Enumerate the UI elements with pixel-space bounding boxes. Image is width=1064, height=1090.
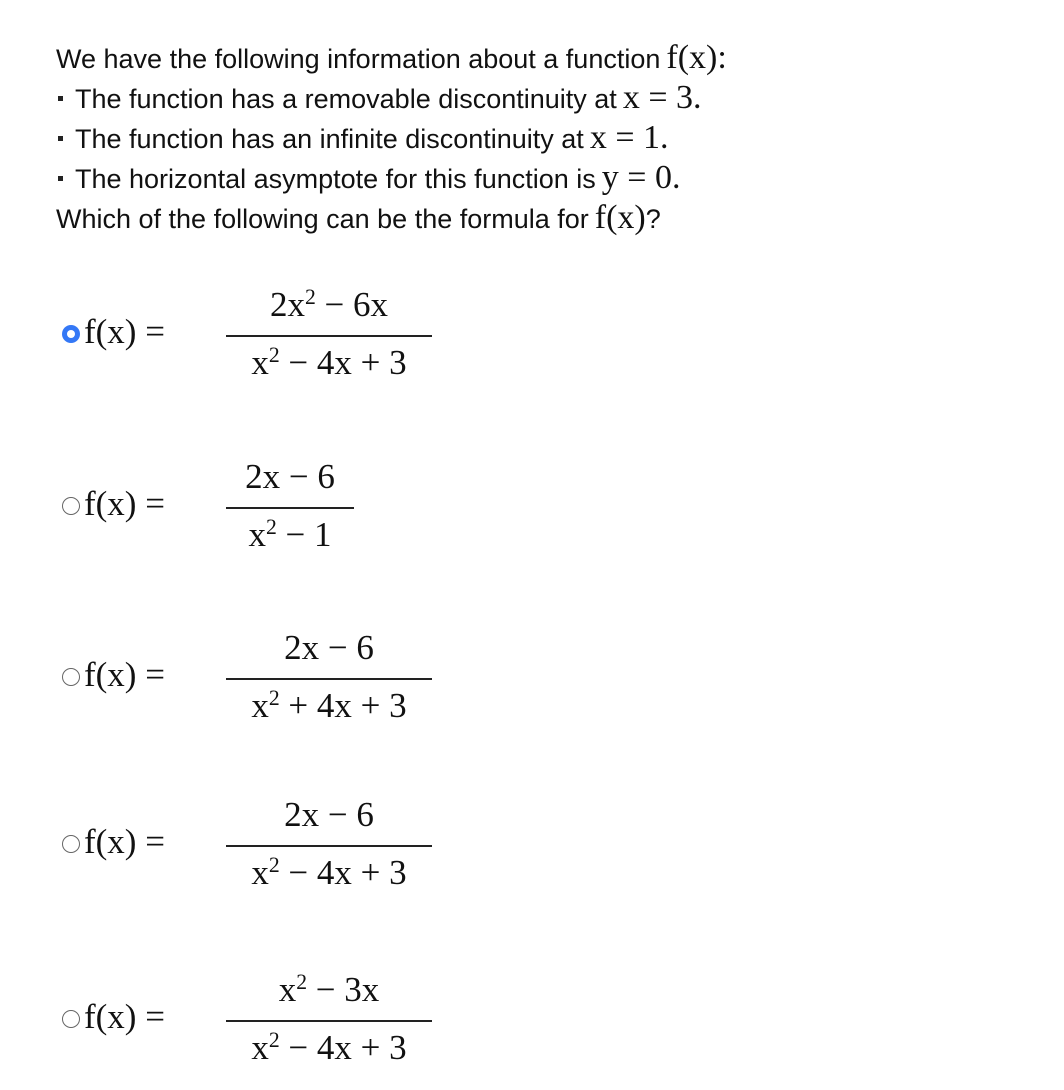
numerator	[226, 457, 354, 497]
radio-button[interactable]	[62, 497, 80, 515]
bullet-item	[56, 78, 1036, 118]
denominator	[226, 515, 354, 555]
question-text	[56, 38, 1036, 238]
denominator-exponent: 2	[268, 853, 280, 878]
fraction-bar	[226, 678, 432, 680]
bullet-math: x = 1.	[589, 119, 669, 156]
bullet-icon	[58, 96, 63, 101]
bullet-item	[56, 118, 1036, 158]
denominator-rest: − 4x + 3	[279, 343, 407, 382]
numerator-exponent: 2	[304, 285, 316, 310]
denominator-base: x	[251, 1028, 269, 1067]
option-lhs: f(x) =	[84, 822, 165, 861]
question-prompt-end: ?	[645, 204, 661, 234]
answer-option[interactable]	[62, 795, 462, 915]
denominator-rest: − 1	[276, 515, 332, 554]
radio-button[interactable]	[62, 1010, 80, 1028]
numerator-rest: − 3x	[307, 970, 380, 1009]
bullet-icon	[58, 176, 63, 181]
bullet-icon	[58, 136, 63, 141]
bullet-text: The horizontal asymptote for this function is	[75, 164, 596, 194]
denominator-base: x	[251, 853, 269, 892]
denominator	[226, 686, 432, 726]
fraction	[226, 970, 432, 1070]
numerator-exponent: 2	[296, 970, 308, 995]
fraction	[226, 457, 354, 557]
option-lhs: f(x) =	[84, 655, 165, 694]
question-intro	[56, 38, 1036, 78]
denominator-rest: − 4x + 3	[279, 853, 407, 892]
question-intro-text: We have the following information about a function	[56, 44, 661, 74]
denominator-base: x	[251, 343, 269, 382]
numerator	[226, 970, 432, 1010]
denominator	[226, 343, 432, 383]
numerator-base: 2x − 6	[245, 457, 335, 496]
answer-option[interactable]	[62, 285, 462, 405]
radio-button[interactable]	[62, 325, 80, 343]
fraction	[226, 628, 432, 728]
denominator-base: x	[251, 686, 269, 725]
answer-option[interactable]	[62, 628, 462, 748]
numerator	[226, 795, 432, 835]
option-lhs: f(x) =	[84, 484, 165, 523]
numerator-rest: − 6x	[315, 285, 389, 324]
numerator	[226, 285, 432, 325]
denominator	[226, 853, 432, 893]
bullet-math: y = 0.	[601, 159, 681, 196]
denominator-exponent: 2	[265, 515, 277, 540]
denominator-rest: + 4x + 3	[279, 686, 407, 725]
fraction-bar	[226, 1020, 432, 1022]
radio-button[interactable]	[62, 835, 80, 853]
question-prompt-text: Which of the following can be the formula for	[56, 204, 589, 234]
denominator-exponent: 2	[268, 1028, 280, 1053]
numerator-base: 2x	[269, 285, 305, 324]
fraction-bar	[226, 335, 432, 337]
option-lhs: f(x) =	[84, 312, 165, 351]
denominator-rest: − 4x + 3	[279, 1028, 407, 1067]
numerator	[226, 628, 432, 668]
question-intro-math: f(x):	[666, 39, 727, 76]
bullet-item	[56, 158, 1036, 198]
fraction-bar	[226, 845, 432, 847]
fraction-bar	[226, 507, 354, 509]
question-prompt-math: f(x)	[594, 199, 646, 236]
denominator-base: x	[248, 515, 266, 554]
denominator-exponent: 2	[268, 343, 280, 368]
bullet-text: The function has an infinite discontinuity at	[75, 124, 584, 154]
fraction	[226, 795, 432, 895]
bullet-math: x = 3.	[622, 79, 702, 116]
fraction	[226, 285, 432, 385]
question-prompt	[56, 198, 1036, 238]
numerator-base: 2x − 6	[284, 628, 374, 667]
option-lhs: f(x) =	[84, 997, 165, 1036]
numerator-base: x	[278, 970, 297, 1009]
radio-button[interactable]	[62, 668, 80, 686]
bullet-text: The function has a removable discontinuity at	[75, 84, 617, 114]
denominator	[226, 1028, 432, 1068]
numerator-base: 2x − 6	[284, 795, 374, 834]
answer-option[interactable]	[62, 457, 462, 577]
answer-option[interactable]	[62, 970, 462, 1090]
denominator-exponent: 2	[268, 686, 280, 711]
